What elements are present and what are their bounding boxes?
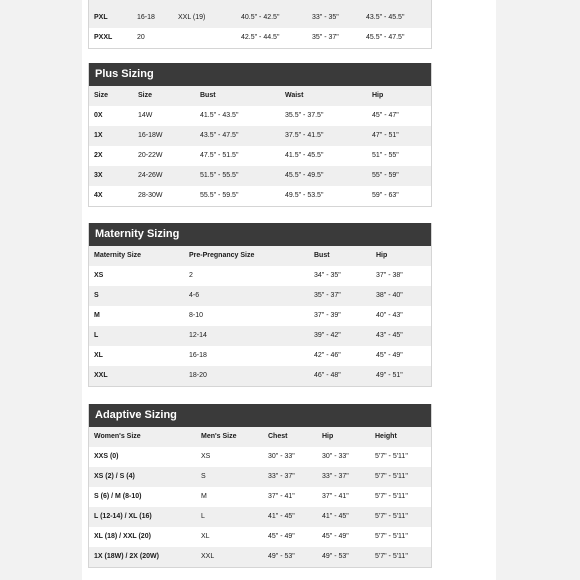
cell: 41.5" - 43.5"	[200, 112, 239, 119]
cell-size: PXXL	[94, 34, 113, 41]
table-row-cut	[89, 0, 431, 8]
cell: 41" - 45"	[322, 513, 349, 520]
cell: 30" - 33"	[322, 453, 349, 460]
cell: 37" - 41"	[322, 493, 349, 500]
cell: 16-18	[137, 14, 155, 21]
table-row	[89, 547, 431, 567]
table-row	[89, 286, 431, 306]
header-cell: Height	[375, 433, 397, 440]
cell: 38" - 40"	[376, 292, 403, 299]
header-cell: Hip	[376, 252, 388, 259]
cell: 45" - 49"	[268, 533, 295, 540]
table-row	[89, 8, 431, 28]
table-row	[89, 447, 431, 467]
cell: 42.5" - 44.5"	[241, 34, 280, 41]
table-row	[89, 28, 431, 48]
cell: 8-10	[189, 312, 204, 319]
plus-sizing-table	[88, 63, 432, 207]
table-row	[89, 306, 431, 326]
table-row	[89, 166, 431, 186]
cell: 35" - 37"	[312, 34, 339, 41]
cell-size: L (12-14) / XL (16)	[94, 513, 152, 520]
cell: 37" - 41"	[268, 493, 295, 500]
cell: 5'7" - 5'11"	[375, 533, 408, 540]
table-header-row	[89, 246, 431, 266]
cell: XXL	[201, 553, 215, 560]
cell: 20-22W	[138, 152, 163, 159]
table-row	[89, 366, 431, 386]
cell: 33" - 35"	[312, 14, 339, 21]
cell: M	[201, 493, 207, 500]
cell: 20	[137, 34, 145, 41]
table-header-row	[89, 427, 431, 447]
header-cell: Hip	[322, 433, 334, 440]
table-row	[89, 326, 431, 346]
cell: 45.5" - 47.5"	[366, 34, 405, 41]
cell: 37" - 39"	[314, 312, 341, 319]
cell: 51" - 55"	[372, 152, 399, 159]
maternity-sizing-table	[88, 223, 432, 387]
cell-size: PXL	[94, 14, 108, 21]
table-row	[89, 186, 431, 206]
header-cell: Men's Size	[201, 433, 237, 440]
cell: 33" - 37"	[268, 473, 295, 480]
cell: 43.5" - 47.5"	[200, 132, 239, 139]
header-cell: Hip	[372, 92, 384, 99]
cell: 39" - 42"	[314, 332, 341, 339]
cell: 14W	[138, 112, 153, 119]
table-row	[89, 266, 431, 286]
header-cell: Bust	[314, 252, 330, 259]
cell-size: XXL	[94, 372, 108, 379]
cell: 24-26W	[138, 172, 163, 179]
cell-size: XL	[94, 352, 103, 359]
cell: 5'7" - 5'11"	[375, 453, 408, 460]
cell: 43" - 45"	[376, 332, 403, 339]
header-cell: Size	[94, 92, 109, 99]
cell: 59" - 63"	[372, 192, 399, 199]
table-row	[89, 106, 431, 126]
cell: 4-6	[189, 292, 200, 299]
cell: 45" - 49"	[322, 533, 349, 540]
cell-size: 0X	[94, 112, 103, 119]
cell: 45" - 49"	[376, 352, 403, 359]
cell-size: 1X (18W) / 2X (20W)	[94, 553, 159, 560]
cell: 37.5" - 41.5"	[285, 132, 324, 139]
cell: 51.5" - 55.5"	[200, 172, 239, 179]
plus-sizing-title: Plus Sizing	[89, 63, 431, 86]
cell: L	[201, 513, 205, 520]
cell-size: S (6) / M (8-10)	[94, 493, 142, 500]
table-row	[89, 507, 431, 527]
cell: 35.5" - 37.5"	[285, 112, 324, 119]
cell: 41" - 45"	[268, 513, 295, 520]
table-row	[89, 487, 431, 507]
cell: 47.5" - 51.5"	[200, 152, 239, 159]
cell: 12-14	[189, 332, 207, 339]
cell-size: S	[94, 292, 99, 299]
cell-size: XS	[94, 272, 104, 279]
cell: 30" - 33"	[268, 453, 295, 460]
cell: 46" - 48"	[314, 372, 341, 379]
left-margin	[0, 0, 82, 580]
table-row	[89, 527, 431, 547]
cell-size: L	[94, 332, 99, 339]
cell: 55.5" - 59.5"	[200, 192, 239, 199]
cell: 49" - 53"	[322, 553, 349, 560]
cell: 18-20	[189, 372, 207, 379]
cell: XL	[201, 533, 210, 540]
header-cell: Bust	[200, 92, 216, 99]
cell: 40" - 43"	[376, 312, 403, 319]
cell: 41.5" - 45.5"	[285, 152, 324, 159]
header-cell: Women's Size	[94, 433, 141, 440]
cell: S	[201, 473, 206, 480]
cell-size: XXS (0)	[94, 453, 119, 460]
cell: 49" - 51"	[376, 372, 403, 379]
cell: 43.5" - 45.5"	[366, 14, 405, 21]
cell: 5'7" - 5'11"	[375, 553, 408, 560]
cell-size: 1X	[94, 132, 103, 139]
adaptive-sizing-title: Adaptive Sizing	[89, 404, 431, 427]
header-cell: Waist	[285, 92, 304, 99]
cell: 45.5" - 49.5"	[285, 172, 324, 179]
cell: 28-30W	[138, 192, 163, 199]
cell: 34" - 35"	[314, 272, 341, 279]
cell: 49.5" - 53.5"	[285, 192, 324, 199]
cell-size: M	[94, 312, 100, 319]
header-cell: Pre-Pregnancy Size	[189, 252, 255, 259]
cell: 49" - 53"	[268, 553, 295, 560]
cell: 40.5" - 42.5"	[241, 14, 280, 21]
cell-size: XS (2) / S (4)	[94, 473, 135, 480]
header-cell: Size	[138, 92, 153, 99]
maternity-sizing-title: Maternity Sizing	[89, 223, 431, 246]
cell: 35" - 37"	[314, 292, 341, 299]
cell: 16-18	[189, 352, 207, 359]
cell: 16-18W	[138, 132, 163, 139]
header-cell: Chest	[268, 433, 288, 440]
cell-size: 3X	[94, 172, 103, 179]
cell: 5'7" - 5'11"	[375, 493, 408, 500]
cell-size: 2X	[94, 152, 103, 159]
cell: 5'7" - 5'11"	[375, 473, 408, 480]
cell: 2	[189, 272, 193, 279]
petite-sizing-table-partial	[88, 0, 432, 49]
table-row	[89, 146, 431, 166]
table-row	[89, 126, 431, 146]
header-cell: Maternity Size	[94, 252, 142, 259]
cell: 37" - 38"	[376, 272, 403, 279]
cell: 55" - 59"	[372, 172, 399, 179]
table-row	[89, 467, 431, 487]
cell-size: XL (18) / XXL (20)	[94, 533, 151, 540]
adaptive-sizing-table	[88, 404, 432, 568]
cell: 45" - 47"	[372, 112, 399, 119]
table-row	[89, 346, 431, 366]
cell-size: 4X	[94, 192, 103, 199]
cell: 5'7" - 5'11"	[375, 513, 408, 520]
cell: XXL (19)	[178, 14, 206, 21]
cell: XS	[201, 453, 211, 460]
cell: 42" - 46"	[314, 352, 341, 359]
table-header-row	[89, 86, 431, 106]
right-margin	[496, 0, 580, 580]
cell: 47" - 51"	[372, 132, 399, 139]
cell: 33" - 37"	[322, 473, 349, 480]
